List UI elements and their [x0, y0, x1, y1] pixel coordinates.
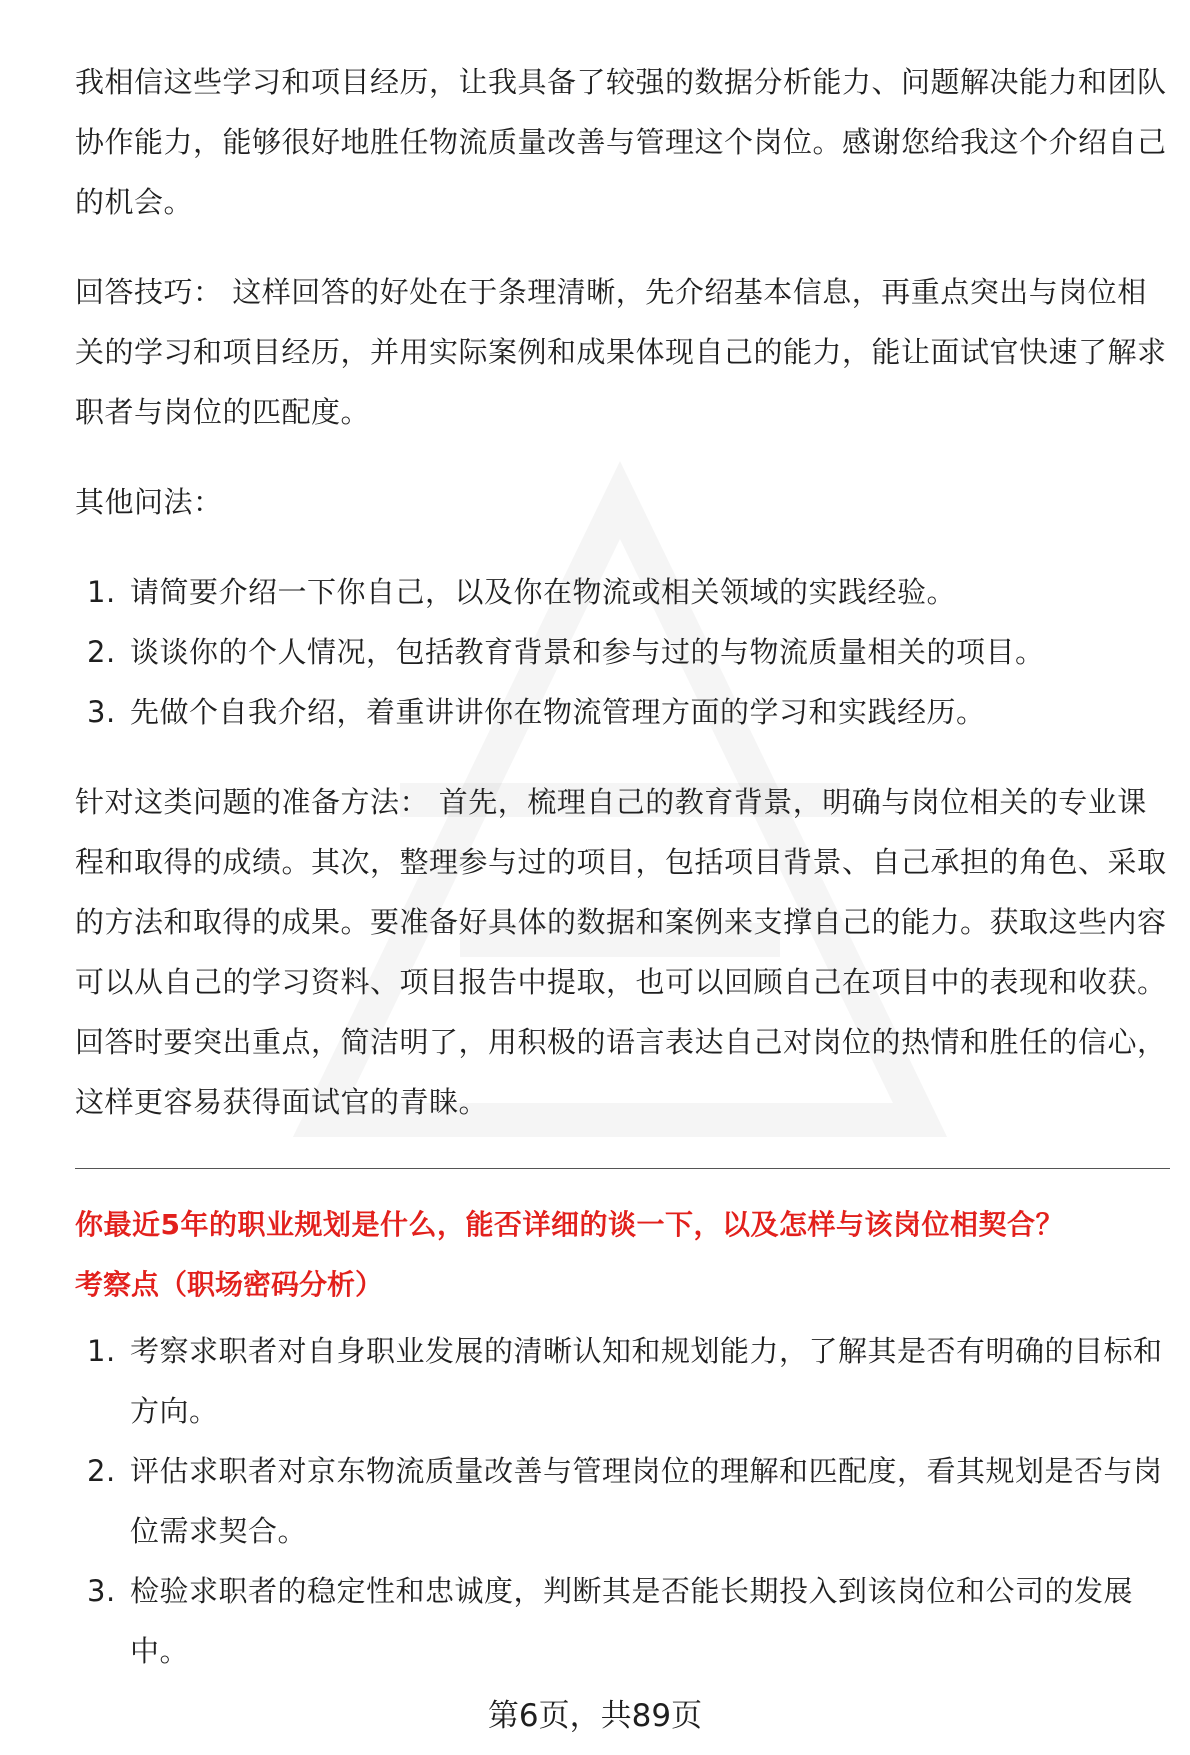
preparation-method-label: 针对这类问题的准备方法： [75, 785, 430, 819]
assessment-points-heading: 考察点（职场密码分析） [75, 1268, 384, 1301]
main-content [75, 52, 1170, 1711]
list-item-number: 1. [87, 1334, 116, 1368]
list-item-text: 请简要介绍一下你自己，以及你在物流或相关领域的实践经验。 [130, 575, 957, 609]
answer-tips-paragraph [75, 262, 1170, 442]
list-item [75, 562, 1170, 622]
preparation-method-text: 首先，梳理自己的教育背景，明确与岗位相关的专业课程和取得的成绩。其次，整理参与过的项目，包括项目背景、自己承担的角色、采取的方法和取得的成果。要准备好具体的数据和案例来支撑自己的能力。获取这些内容可以从自己的学习资料、项目报告中提取，也可以回顾自己在项目中的表现和收获。回答时要突出重点，简洁明了，用积极的语言表达自己对岗位的热情和胜任的信心，这样更容易获得面试官的青睐。 [75, 785, 1167, 1119]
list-item-number: 3. [87, 695, 116, 729]
list-item [75, 1561, 1170, 1681]
interview-question-title: 你最近5年的职业规划是什么，能否详细的谈一下，以及怎样与该岗位相契合？ [75, 1208, 1064, 1241]
list-item-text: 谈谈你的个人情况，包括教育背景和参与过的与物流质量相关的项目。 [130, 635, 1045, 669]
section-divider [75, 1168, 1170, 1169]
list-item-number: 2. [87, 635, 116, 669]
other-questions-list [75, 562, 1170, 742]
answer-tips-label: 回答技巧： [75, 275, 223, 309]
preparation-method-paragraph [75, 772, 1170, 1132]
list-item [75, 1441, 1170, 1561]
assessment-points-list [75, 1321, 1170, 1681]
list-item-number: 3. [87, 1574, 116, 1608]
list-item [75, 682, 1170, 742]
list-item-number: 2. [87, 1454, 116, 1488]
list-item [75, 622, 1170, 682]
intro-closing-paragraph: 我相信这些学习和项目经历，让我具备了较强的数据分析能力、问题解决能力和团队协作能力，能够很好地胜任物流质量改善与管理这个岗位。感谢您给我这个介绍自己的机会。 [75, 65, 1167, 219]
list-item-number: 1. [87, 575, 116, 609]
answer-tips-text: 这样回答的好处在于条理清晰，先介绍基本信息，再重点突出与岗位相关的学习和项目经历，并用实际案例和成果体现自己的能力，能让面试官快速了解求职者与岗位的匹配度。 [75, 275, 1167, 429]
list-item-text: 检验求职者的稳定性和忠诚度，判断其是否能长期投入到该岗位和公司的发展中。 [130, 1574, 1134, 1668]
list-item [75, 1321, 1170, 1441]
list-item-text: 考察求职者对自身职业发展的清晰认知和规划能力，了解其是否有明确的目标和方向。 [130, 1334, 1163, 1428]
list-item-text: 先做个自我介绍，着重讲讲你在物流管理方面的学习和实践经历。 [130, 695, 986, 729]
other-questions-heading: 其他问法： [75, 485, 223, 519]
page-number-footer: 第6页，共89页 [487, 1698, 703, 1734]
list-item-text: 评估求职者对京东物流质量改善与管理岗位的理解和匹配度，看其规划是否与岗位需求契合。 [130, 1454, 1163, 1548]
